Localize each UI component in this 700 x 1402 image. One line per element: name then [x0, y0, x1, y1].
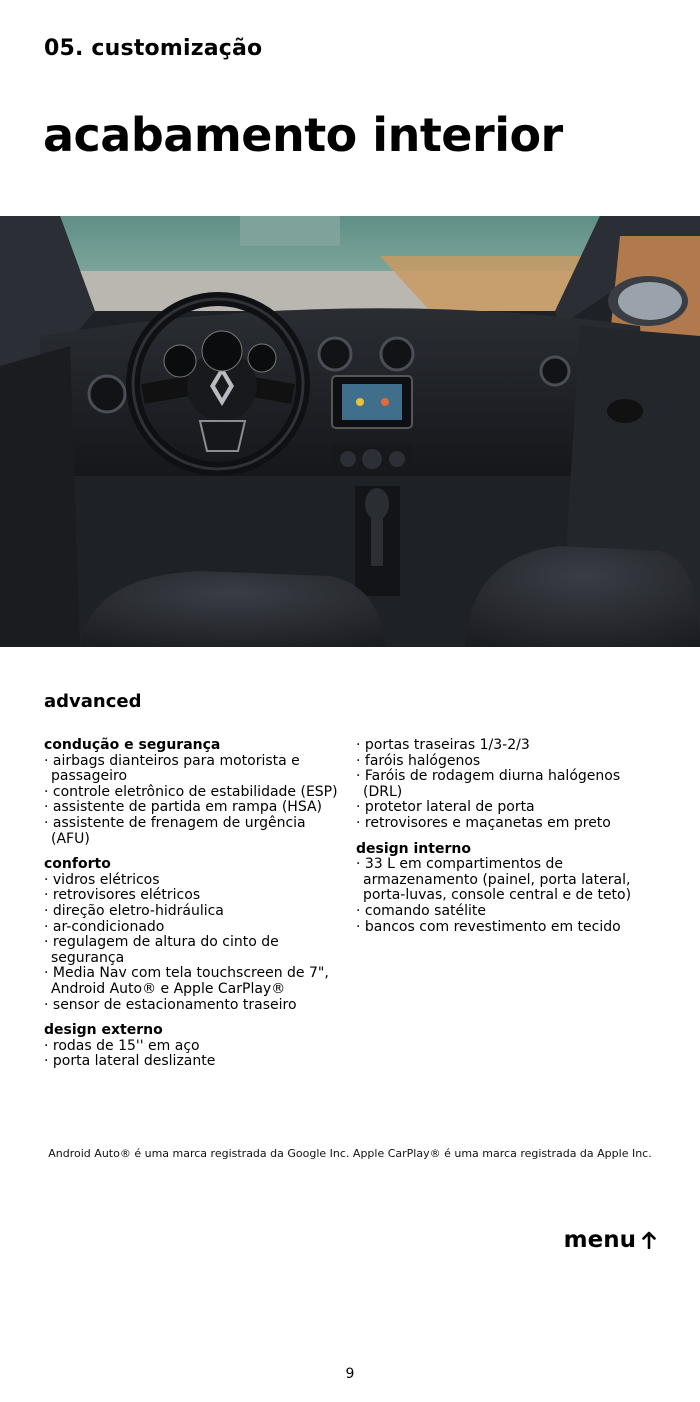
feature-group — [44, 1023, 344, 1070]
feature-item: · retrovisores elétricos — [44, 887, 201, 904]
feature-group-title: design interno — [356, 840, 471, 857]
feature-item: · Faróis de rodagem diurna halógenos (DRL) — [356, 768, 621, 800]
feature-item: · faróis halógenos — [356, 752, 481, 769]
feature-item: · sensor de estacionamento traseiro — [44, 996, 297, 1013]
feature-item: · assistente de partida em rampa (HSA) — [44, 799, 323, 816]
feature-item: · bancos com revestimento em tecido — [356, 918, 621, 935]
trademark-footnote: Android Auto® é uma marca registrada da Google Inc. Apple CarPlay® é uma marca registrada da Apple Inc. — [48, 1147, 652, 1160]
features-left-column — [44, 738, 344, 1080]
feature-item: · direção eletro-hidráulica — [44, 902, 224, 919]
feature-item: · comando satélite — [356, 902, 487, 919]
version-name: advanced — [44, 691, 142, 712]
feature-item: · Media Nav com tela touchscreen de 7", Android Auto® e Apple CarPlay® — [44, 965, 329, 997]
menu-label: menu — [563, 1227, 636, 1253]
feature-item: · 33 L em compartimentos de armazenamento (painel, porta lateral, porta-luvas, console central e de teto) — [356, 856, 632, 904]
feature-item: · vidros elétricos — [44, 871, 160, 888]
feature-item: · ar-condicionado — [44, 918, 165, 935]
feature-item: · retrovisores e maçanetas em preto — [356, 814, 611, 831]
feature-item: · protetor lateral de porta — [356, 799, 535, 816]
page-title: acabamento interior — [43, 108, 563, 162]
feature-group — [356, 842, 656, 936]
menu-link[interactable] — [564, 1227, 656, 1253]
feature-group — [356, 738, 656, 832]
feature-item: · porta lateral deslizante — [44, 1053, 216, 1070]
feature-item: · assistente de frenagem de urgência (AFU) — [44, 814, 306, 847]
feature-group-title: condução e segurança — [44, 737, 221, 753]
feature-item: · rodas de 15'' em aço — [44, 1037, 200, 1054]
feature-group — [44, 857, 344, 1013]
interior-photo — [0, 216, 700, 647]
section-label: 05. customização — [44, 36, 263, 61]
feature-item: · portas traseiras 1/3-2/3 — [356, 737, 530, 753]
arrow-up-icon — [642, 1231, 656, 1249]
feature-item: · controle eletrônico de estabilidade (ESP) — [44, 783, 338, 800]
feature-item: · regulagem de altura do cinto de segurança — [44, 934, 279, 966]
feature-group — [44, 738, 344, 847]
feature-group-title: design externo — [44, 1022, 163, 1039]
features-right-column — [356, 738, 656, 945]
feature-group-title: conforto — [44, 856, 111, 873]
feature-item: · airbags dianteiros para motorista e passageiro — [44, 752, 300, 785]
page-number: 9 — [345, 1366, 355, 1382]
